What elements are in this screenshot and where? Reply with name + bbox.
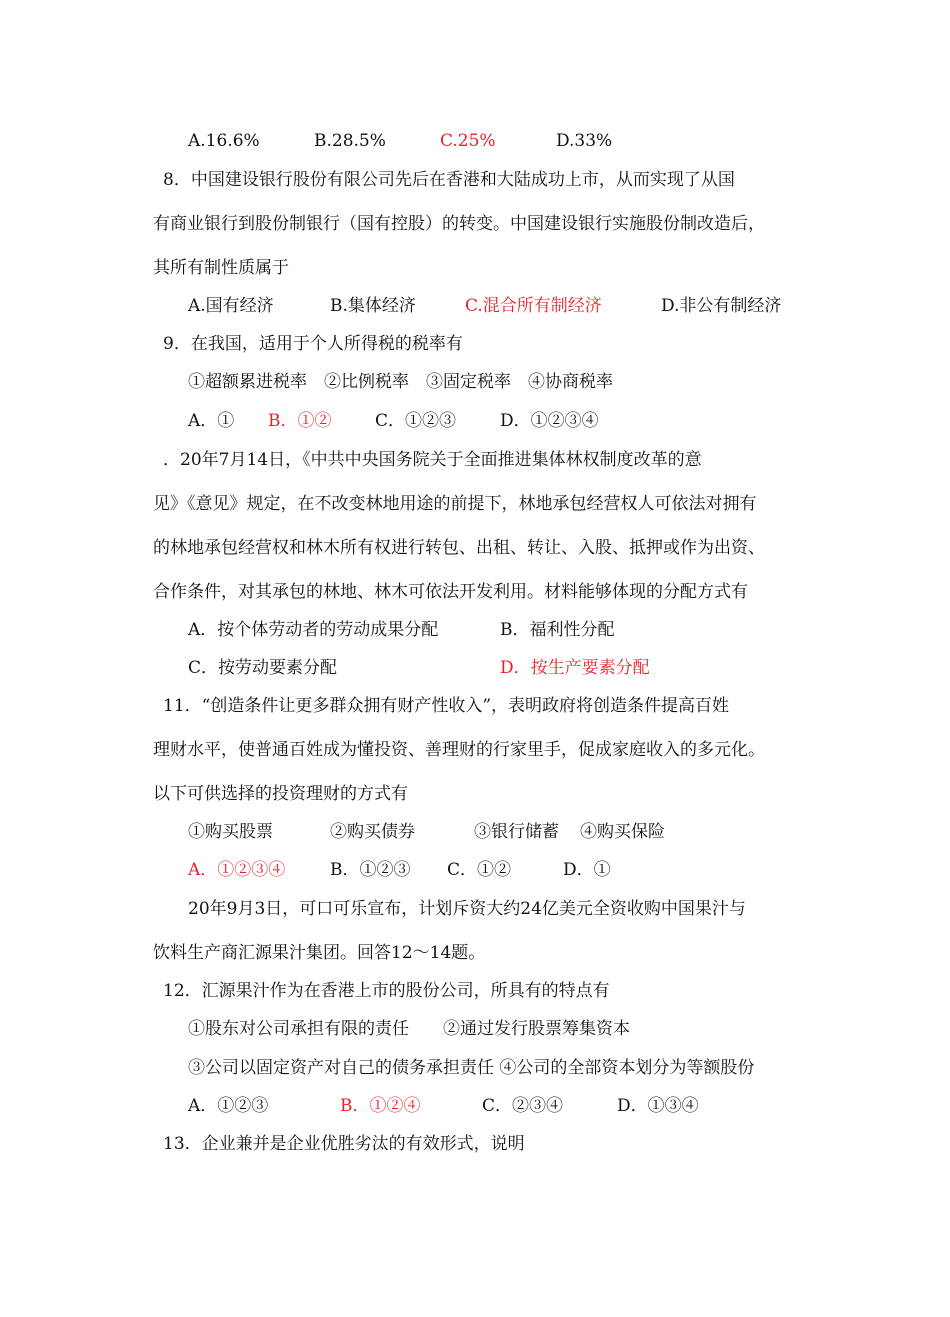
q10-stem-line-4: 合作条件，对其承包的林地、林木可依法开发利用。材料能够体现的分配方式有 [153,582,748,602]
q10-option-a: A．按个体劳动者的劳动成果分配 [188,620,439,640]
q11-item-4: ④购买保险 [580,822,665,842]
q12-option-c: C．②③④ [482,1096,564,1116]
q8-stem-line-3: 其所有制性质属于 [153,258,289,278]
material-line-1: 20年9月3日，可口可乐宣布，计划斥资大约24亿美元全资收购中国果汁与 [188,899,746,919]
q9-option-c: C．①②③ [375,411,457,431]
q11-stem-line-3: 以下可供选择的投资理财的方式有 [153,784,408,804]
q9-option-a: A．① [188,411,235,431]
material-line-2: 饮料生产商汇源果汁集团。回答12～14题。 [153,943,486,963]
q10-stem-line-2: 见》《意见》规定，在不改变林地用途的前提下，林地承包经营权人可依法对拥有 [153,494,757,514]
q11-option-b: B．①②③ [330,860,411,880]
q12-option-d: D．①③④ [617,1096,699,1116]
q11-stem-line-1: 11．“创造条件让更多群众拥有财产性收入”，表明政府将创造条件提高百姓 [163,696,730,716]
q8-stem-line-1: 8．中国建设银行股份有限公司先后在香港和大陆成功上市，从而实现了从国 [163,170,735,190]
q8-option-b: B.集体经济 [330,296,416,316]
q8-option-a: A.国有经济 [188,296,274,316]
q11-item-3: ③银行储蓄 [474,822,559,842]
q8-stem-line-2: 有商业银行到股份制银行（国有控股）的转变。中国建设银行实施股份制改造后， [153,214,765,234]
q12-items-line-2: ③公司以固定资产对自己的债务承担责任 ④公司的全部资本划分为等额股份 [188,1058,755,1078]
q11-option-d: D．① [563,860,611,880]
q10-stem-line-3: 的林地承包经营权和林木所有权进行转包、出租、转让、入股、抵押或作为出资、 [153,538,765,558]
q11-item-1: ①购买股票 [188,822,273,842]
q10-stem-line-1: ．20年7月14日，《中共中央国务院关于全面推进集体林权制度改革的意 [163,450,702,470]
q12-option-a: A．①②③ [188,1096,269,1116]
q8-option-d: D.非公有制经济 [661,296,782,316]
q10-option-c: C．按劳动要素分配 [188,658,338,678]
q7-option-b: B.28.5% [314,131,386,151]
q9-option-b: B．①② [268,411,332,431]
q9-option-d: D．①②③④ [500,411,599,431]
q12-items-line-1: ①股东对公司承担有限的责任 ②通过发行股票筹集资本 [188,1019,630,1039]
q9-items: ①超额累进税率 ②比例税率 ③固定税率 ④协商税率 [188,372,613,392]
q9-stem: 9．在我国，适用于个人所得税的税率有 [163,334,463,354]
q13-stem: 13．企业兼并是企业优胜劣汰的有效形式，说明 [163,1134,525,1154]
q7-option-d: D.33% [556,131,613,151]
q10-option-b: B．福利性分配 [500,620,615,640]
q11-option-c: C．①② [447,860,512,880]
q10-option-d: D．按生产要素分配 [500,658,650,678]
q7-option-c: C.25% [440,131,496,151]
q8-option-c: C.混合所有制经济 [465,296,602,316]
q7-option-a: A.16.6% [188,131,260,151]
q12-stem: 12．汇源果汁作为在香港上市的股份公司，所具有的特点有 [163,981,610,1001]
q11-item-2: ②购买债券 [330,822,415,842]
q11-option-a: A．①②③④ [188,860,286,880]
q12-option-b: B．①②④ [340,1096,421,1116]
q11-stem-line-2: 理财水平，使普通百姓成为懂投资、善理财的行家里手，促成家庭收入的多元化。 [153,740,765,760]
